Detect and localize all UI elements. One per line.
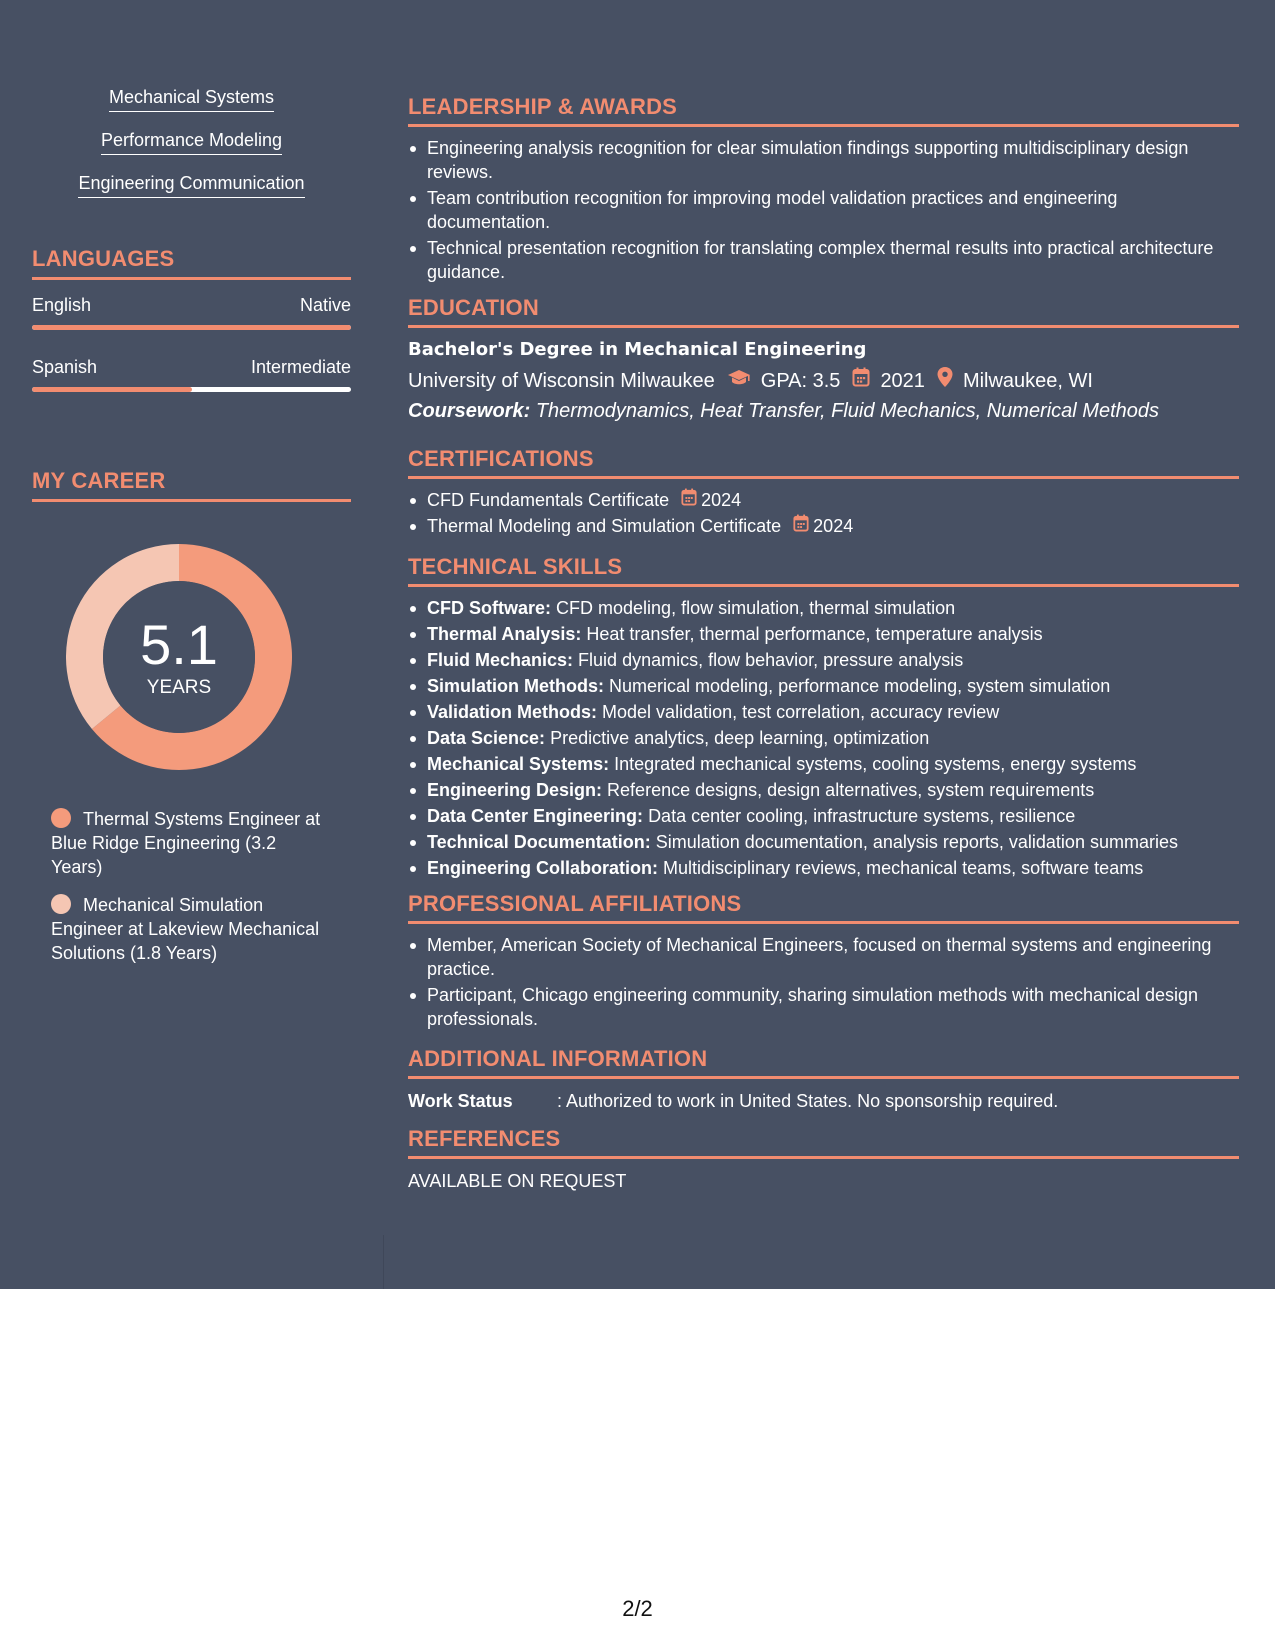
- skill-label: Engineering Design:: [427, 780, 603, 800]
- career-donut-chart: [66, 544, 292, 770]
- donut-center: [66, 544, 292, 770]
- skill-link[interactable]: Engineering Communication: [78, 172, 304, 198]
- list-item: [408, 752, 1239, 776]
- skill-label: Simulation Methods:: [427, 676, 604, 696]
- list-item: [408, 778, 1239, 802]
- calendar-icon: [681, 488, 697, 512]
- language-level: Native: [299, 295, 351, 315]
- language-name: English: [32, 295, 92, 315]
- gpa: GPA: 3.5: [760, 369, 841, 392]
- affiliations-section: [408, 891, 1239, 1031]
- skill-text: Data center cooling, infrastructure systems, resilience: [648, 806, 1076, 826]
- skill-text: Reference designs, design alternatives, system requirements: [607, 780, 1095, 800]
- left-column: [32, 86, 351, 979]
- skill-text: Multidisciplinary reviews, mechanical teams, software teams: [663, 858, 1144, 878]
- list-item: [408, 726, 1239, 750]
- career-legend: [51, 807, 331, 965]
- references-text: AVAILABLE ON REQUEST: [408, 1171, 627, 1191]
- skill-text: Integrated mechanical systems, cooling systems, energy systems: [614, 754, 1137, 774]
- certificate-year: 2024: [701, 490, 742, 510]
- coursework: [408, 398, 1239, 424]
- references-title: REFERENCES: [408, 1126, 1239, 1159]
- list-item: [408, 804, 1239, 828]
- language-proficiency-fill: [32, 325, 351, 330]
- graduation-year: 2021: [880, 369, 925, 392]
- list-item: Technical presentation recognition for translating complex thermal results into practical architecture guidance.: [408, 236, 1239, 284]
- references-section: [408, 1126, 1239, 1193]
- page-number: 2/2: [622, 1596, 653, 1621]
- coursework-label: Coursework:: [408, 400, 531, 422]
- list-item: Member, American Society of Mechanical Engineers, focused on thermal systems and engineering practice.: [408, 933, 1239, 981]
- career-section: [32, 468, 351, 965]
- language-proficiency-bar: [32, 387, 351, 392]
- list-item: [408, 674, 1239, 698]
- legend-dot-icon: [51, 894, 71, 914]
- language-row: [32, 294, 351, 316]
- leadership-title: LEADERSHIP & AWARDS: [408, 94, 1239, 127]
- certifications-list: [408, 488, 1239, 538]
- technical-skills-section: [408, 554, 1239, 880]
- career-title: MY CAREER: [32, 468, 351, 502]
- career-legend-text: Thermal Systems Engineer at Blue Ridge Engineering (3.2 Years): [51, 809, 321, 877]
- list-item: [408, 514, 1239, 538]
- list-item: Team contribution recognition for improving model validation practices and engineering documentation.: [408, 186, 1239, 234]
- language-proficiency-fill: [32, 387, 192, 392]
- skill-text: Numerical modeling, performance modeling, system simulation: [609, 676, 1111, 696]
- list-item: [408, 648, 1239, 672]
- list-item: [408, 488, 1239, 512]
- graduation-cap-icon: [727, 368, 751, 394]
- technical-skills-list: [408, 596, 1239, 880]
- skill-link[interactable]: Performance Modeling: [101, 129, 282, 155]
- career-total-unit: YEARS: [146, 677, 212, 698]
- skill-text: CFD modeling, flow simulation, thermal simulation: [556, 598, 956, 618]
- skill-text: Simulation documentation, analysis reports, validation summaries: [655, 832, 1178, 852]
- skill-label: CFD Software:: [427, 598, 552, 618]
- list-item: [408, 856, 1239, 880]
- skill-text: Predictive analytics, deep learning, optimization: [550, 728, 930, 748]
- education-title: EDUCATION: [408, 295, 1239, 328]
- list-item: Engineering analysis recognition for clear simulation findings supporting multidisciplinary design reviews.: [408, 136, 1239, 184]
- additional-info-title: ADDITIONAL INFORMATION: [408, 1046, 1239, 1079]
- career-legend-text: Mechanical Simulation Engineer at Lakeview Mechanical Solutions (1.8 Years): [51, 895, 320, 963]
- language-name: Spanish: [32, 357, 98, 377]
- certifications-section: [408, 446, 1239, 538]
- work-status-value: : Authorized to work in United States. No sponsorship required.: [557, 1091, 1059, 1111]
- coursework-list: Thermodynamics, Heat Transfer, Fluid Mechanics, Numerical Methods: [535, 400, 1159, 422]
- skill-label: Thermal Analysis:: [427, 624, 582, 644]
- work-status-row: [408, 1089, 1239, 1113]
- list-item: [408, 830, 1239, 854]
- certificate-year: 2024: [813, 516, 854, 536]
- skill-label: Fluid Mechanics:: [427, 650, 574, 670]
- affiliations-title: PROFESSIONAL AFFILIATIONS: [408, 891, 1239, 924]
- skill-label: Data Science:: [427, 728, 546, 748]
- skill-label: Mechanical Systems:: [427, 754, 610, 774]
- technical-skills-title: TECHNICAL SKILLS: [408, 554, 1239, 587]
- education-section: [408, 295, 1239, 424]
- skill-label: Validation Methods:: [427, 702, 598, 722]
- language-row: [32, 356, 351, 378]
- list-item: [408, 622, 1239, 646]
- skill-label: Data Center Engineering:: [427, 806, 644, 826]
- career-legend-item: [51, 807, 331, 879]
- column-divider: [383, 1235, 384, 1289]
- languages-title: LANGUAGES: [32, 246, 351, 280]
- skill-text: Fluid dynamics, flow behavior, pressure analysis: [578, 650, 964, 670]
- certifications-title: CERTIFICATIONS: [408, 446, 1239, 479]
- certificate-name: Thermal Modeling and Simulation Certificate: [427, 516, 782, 536]
- work-status-label: Work Status: [408, 1091, 513, 1111]
- list-item: Participant, Chicago engineering community, sharing simulation methods with mechanical design professionals.: [408, 983, 1239, 1031]
- calendar-icon: [793, 514, 809, 538]
- certificate-name: CFD Fundamentals Certificate: [427, 490, 670, 510]
- calendar-icon: [852, 367, 870, 394]
- skill-links: [32, 86, 351, 215]
- language-level: Intermediate: [250, 357, 351, 377]
- degree-name: Bachelor's Degree in Mechanical Engineering: [408, 339, 867, 360]
- legend-dot-icon: [51, 808, 71, 828]
- affiliations-list: [408, 933, 1239, 1031]
- skill-label: Engineering Collaboration:: [427, 858, 659, 878]
- leadership-list: [408, 136, 1239, 284]
- languages-section: [32, 246, 351, 392]
- leadership-section: [408, 94, 1239, 284]
- education-meta: [408, 367, 1239, 394]
- language-proficiency-bar: [32, 325, 351, 330]
- right-column: [408, 94, 1239, 1193]
- skill-link[interactable]: Mechanical Systems: [109, 86, 274, 112]
- school-name: University of Wisconsin Milwaukee: [408, 369, 715, 392]
- location-pin-icon: [937, 367, 953, 394]
- list-item: [408, 596, 1239, 620]
- skill-text: Heat transfer, thermal performance, temperature analysis: [586, 624, 1043, 644]
- skill-label: Technical Documentation:: [427, 832, 651, 852]
- list-item: [408, 700, 1239, 724]
- skill-text: Model validation, test correlation, accuracy review: [602, 702, 1000, 722]
- school-location: Milwaukee, WI: [962, 369, 1093, 392]
- career-legend-item: [51, 893, 331, 965]
- additional-info-section: [408, 1046, 1239, 1113]
- career-total-years: 5.1: [140, 613, 218, 676]
